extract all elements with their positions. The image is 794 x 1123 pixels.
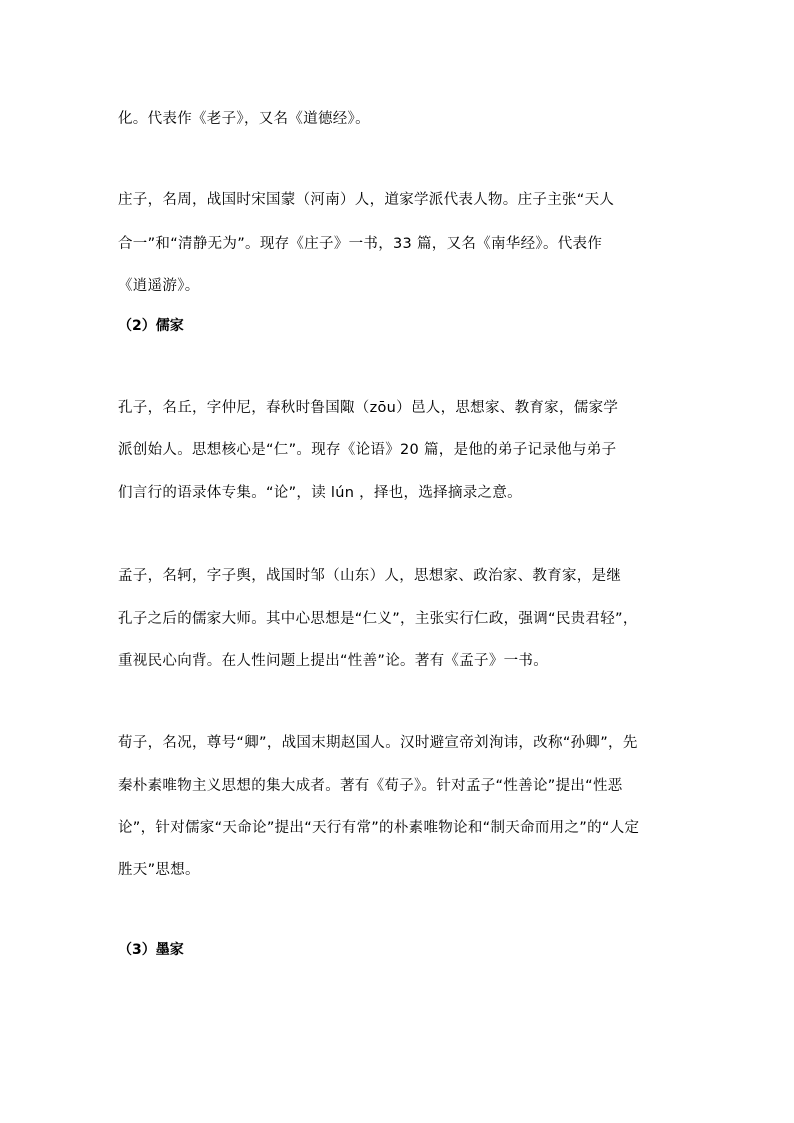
paragraph-mengzi-line-2: 孔子之后的儒家大师。其中心思想是“仁义”，主张实行仁政，强调“民贵君轻”， [118, 611, 638, 627]
paragraph-mengzi-line-1: 孟子，名轲，字子舆，战国时邹（山东）人，思想家、政治家、教育家，是继 [118, 568, 622, 584]
paragraph-zhuangzi-line-1: 庄子，名周，战国时宋国蒙（河南）人，道家学派代表人物。庄子主张“天人 [118, 192, 615, 208]
section-heading-rujia: （2）儒家 [118, 318, 184, 334]
paragraph-laozi-line-1: 化。代表作《老子》，又名《道德经》。 [118, 111, 370, 127]
section-heading-mojia: （3）墨家 [118, 942, 184, 958]
paragraph-zhuangzi-line-3: 《逍遥游》。 [118, 278, 200, 294]
paragraph-kongzi-line-1: 孔子，名丘，字仲尼，春秋时鲁国陬（zōu）邑人，思想家、教育家，儒家学 [118, 400, 619, 416]
paragraph-xunzi-line-2: 秦朴素唯物主义思想的集大成者。著有《荀子》。针对孟子“性善论”提出“性恶 [118, 778, 623, 794]
paragraph-xunzi-line-1: 荀子，名况，尊号“卿”，战国末期赵国人。汉时避宣帝刘洵讳，改称“孙卿”，先 [118, 735, 638, 751]
paragraph-xunzi-line-4: 胜天”思想。 [118, 862, 200, 878]
paragraph-kongzi-line-2: 派创始人。思想核心是“仁”。现存《论语》20 篇，是他的弟子记录他与弟子 [118, 442, 617, 458]
paragraph-mengzi-line-3: 重视民心向背。在人性问题上提出“性善”论。著有《孟子》一书。 [118, 653, 549, 669]
paragraph-xunzi-line-3: 论”，针对儒家“天命论”提出“天行有常”的朴素唯物论和“制天命而用之”的“人定 [118, 820, 640, 836]
paragraph-zhuangzi-line-2: 合一”和“清静无为”。现存《庄子》一书，33 篇，又名《南华经》。代表作 [118, 236, 603, 252]
paragraph-kongzi-line-3: 们言行的语录体专集。“论”，读 lún ，择也，选择摘录之意。 [118, 485, 522, 501]
